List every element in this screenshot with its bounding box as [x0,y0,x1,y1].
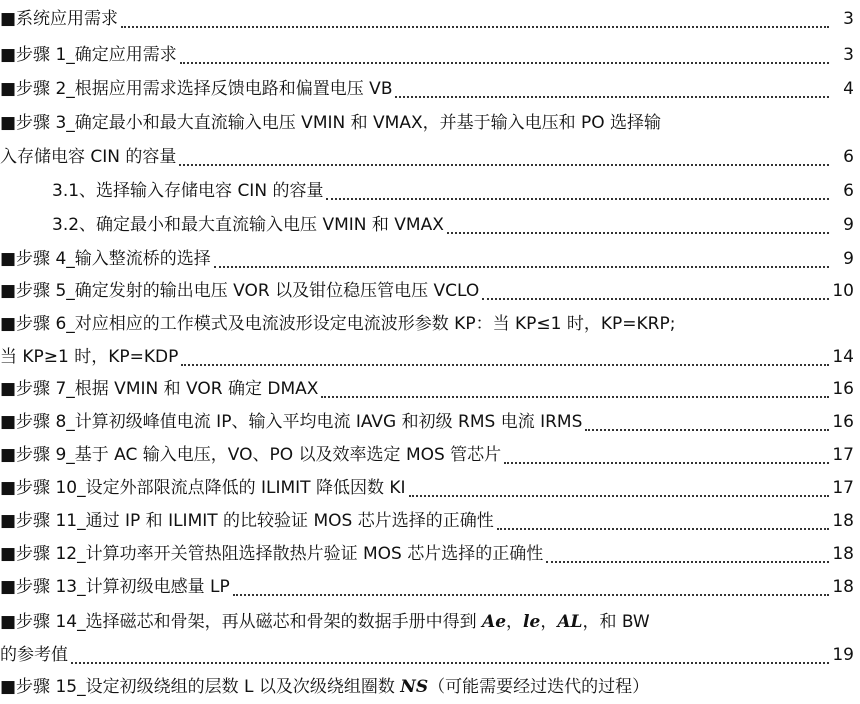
math-symbol-ae: Ae [482,612,507,632]
toc-page-number: 16 [832,412,854,432]
dot-leader [233,593,829,596]
toc-entry-title: ■步骤 11_通过 IP 和 ILIMIT 的比较验证 MOS 芯片选择的正确性 [0,511,494,531]
toc-entry[interactable] [0,504,860,538]
toc-entry[interactable] [0,537,860,571]
toc-entry[interactable] [0,570,860,604]
toc-page-number: 9 [843,249,854,269]
toc-entry[interactable] [0,2,860,36]
toc-entry[interactable] [0,307,860,341]
math-symbol-le: le [523,612,541,632]
toc-page-number: 17 [832,478,854,498]
dot-leader [179,163,829,166]
toc-page-number: 14 [832,347,854,367]
toc-entry-title: ■步骤 9_基于 AC 输入电压，VO、PO 以及效率选定 MOS 管芯片 [0,445,502,465]
dot-leader [546,560,829,563]
dot-leader [482,297,829,300]
toc-subentry-title: 3.2、确定最小和最大直流输入电压 VMIN 和 VMAX [52,215,444,235]
toc-entry[interactable] [0,72,860,106]
toc-page-number: 6 [843,181,854,201]
toc-entry-title: ■步骤 7_根据 VMIN 和 VOR 确定 DMAX [0,379,319,399]
toc-entry[interactable] [0,38,860,72]
toc-entry-title: ■步骤 12_计算功率开关管热阻选择散热片验证 MOS 芯片选择的正确性 [0,544,544,564]
dot-leader [321,395,829,398]
toc-entry[interactable] [0,605,860,639]
toc-entry[interactable] [0,372,860,406]
toc-entry-title-continued: 当 KP≥1 时，KP=KDP [0,347,179,367]
toc-entry-title: ■步骤 8_计算初级峰值电流 IP、输入平均电流 IAVG 和初级 RMS 电流 IRMS [0,412,583,432]
math-symbol-ns: NS [400,677,429,697]
toc-entry[interactable] [0,242,860,276]
toc-page-number: 3 [843,9,854,29]
toc-entry-title: ■步骤 5_确定发射的输出电压 VOR 以及钳位稳压管电压 VCLO [0,281,480,301]
toc-entry[interactable] [0,274,860,308]
toc-entry-title: ■步骤 6_对应相应的工作模式及电流波形设定电流波形参数 KP：当 KP≤1 时，KP=KRP; [0,314,676,334]
dot-leader [585,428,829,431]
dot-leader [497,527,829,530]
toc-page-number: 9 [843,215,854,235]
dot-leader [180,61,829,64]
toc-page-number: 4 [843,79,854,99]
toc-entry[interactable] [0,438,860,472]
dot-leader [447,231,829,234]
toc-page-number: 18 [832,544,854,564]
toc-entry[interactable] [0,670,860,704]
toc-entry[interactable] [0,106,860,140]
separator: ， [540,612,558,632]
toc-entry-title: ■步骤 1_确定应用需求 [0,45,177,65]
dot-leader [326,197,829,200]
toc-page-number: 17 [832,445,854,465]
toc-entry-continuation[interactable] [0,340,860,374]
toc-entry-continuation[interactable] [0,140,860,174]
toc-page-number: 18 [832,511,854,531]
toc-entry-text: ，和 BW [582,612,650,632]
toc-entry-title: ■步骤 2_根据应用需求选择反馈电路和偏置电压 VB [0,79,393,99]
math-symbol-al: AL [557,612,583,632]
toc-entry-title [0,670,860,704]
toc-entry-title: ■步骤 3_确定最小和最大直流输入电压 VMIN 和 VMAX，并基于输入电压和 PO 选择输 [0,113,662,133]
toc-subentry[interactable] [0,174,860,208]
toc-entry-title [0,605,860,639]
toc-entry-text: ■步骤 15_设定初级绕组的层数 L 以及次级绕组圈数 [0,677,401,697]
separator: ， [506,612,524,632]
dot-leader [214,265,829,268]
dot-leader [181,363,829,366]
toc-page-number: 6 [843,147,854,167]
dot-leader [395,95,829,98]
toc-entry-title: ■步骤 13_计算初级电感量 LP [0,577,230,597]
toc-page-number: 3 [843,45,854,65]
toc-entry-title: ■步骤 4_输入整流桥的选择 [0,249,211,269]
toc-entry-title: ■系统应用需求 [0,9,119,29]
dot-leader [504,461,829,464]
toc-page-number: 10 [832,281,854,301]
toc-page-number: 18 [832,577,854,597]
toc-subentry-title: 3.1、选择输入存储电容 CIN 的容量 [52,181,324,201]
toc-page-number: 19 [832,645,854,665]
toc-entry[interactable] [0,471,860,505]
toc-entry-continuation[interactable] [0,638,860,672]
dot-leader [71,661,829,664]
dot-leader [121,25,829,28]
toc-page-number: 16 [832,379,854,399]
toc-entry[interactable] [0,405,860,439]
toc-entry-text: ■步骤 14_选择磁芯和骨架，再从磁芯和骨架的数据手册中得到 [0,612,483,632]
toc-subentry[interactable] [0,208,860,242]
dot-leader [409,494,829,497]
toc-entry-title-continued: 的参考值 [0,645,68,665]
toc-entry-title: ■步骤 10_设定外部限流点降低的 ILIMIT 降低因数 KI [0,478,406,498]
toc-entry-text: （可能需要经过迭代的过程） [428,677,650,697]
toc-entry-title-continued: 入存储电容 CIN 的容量 [0,147,177,167]
